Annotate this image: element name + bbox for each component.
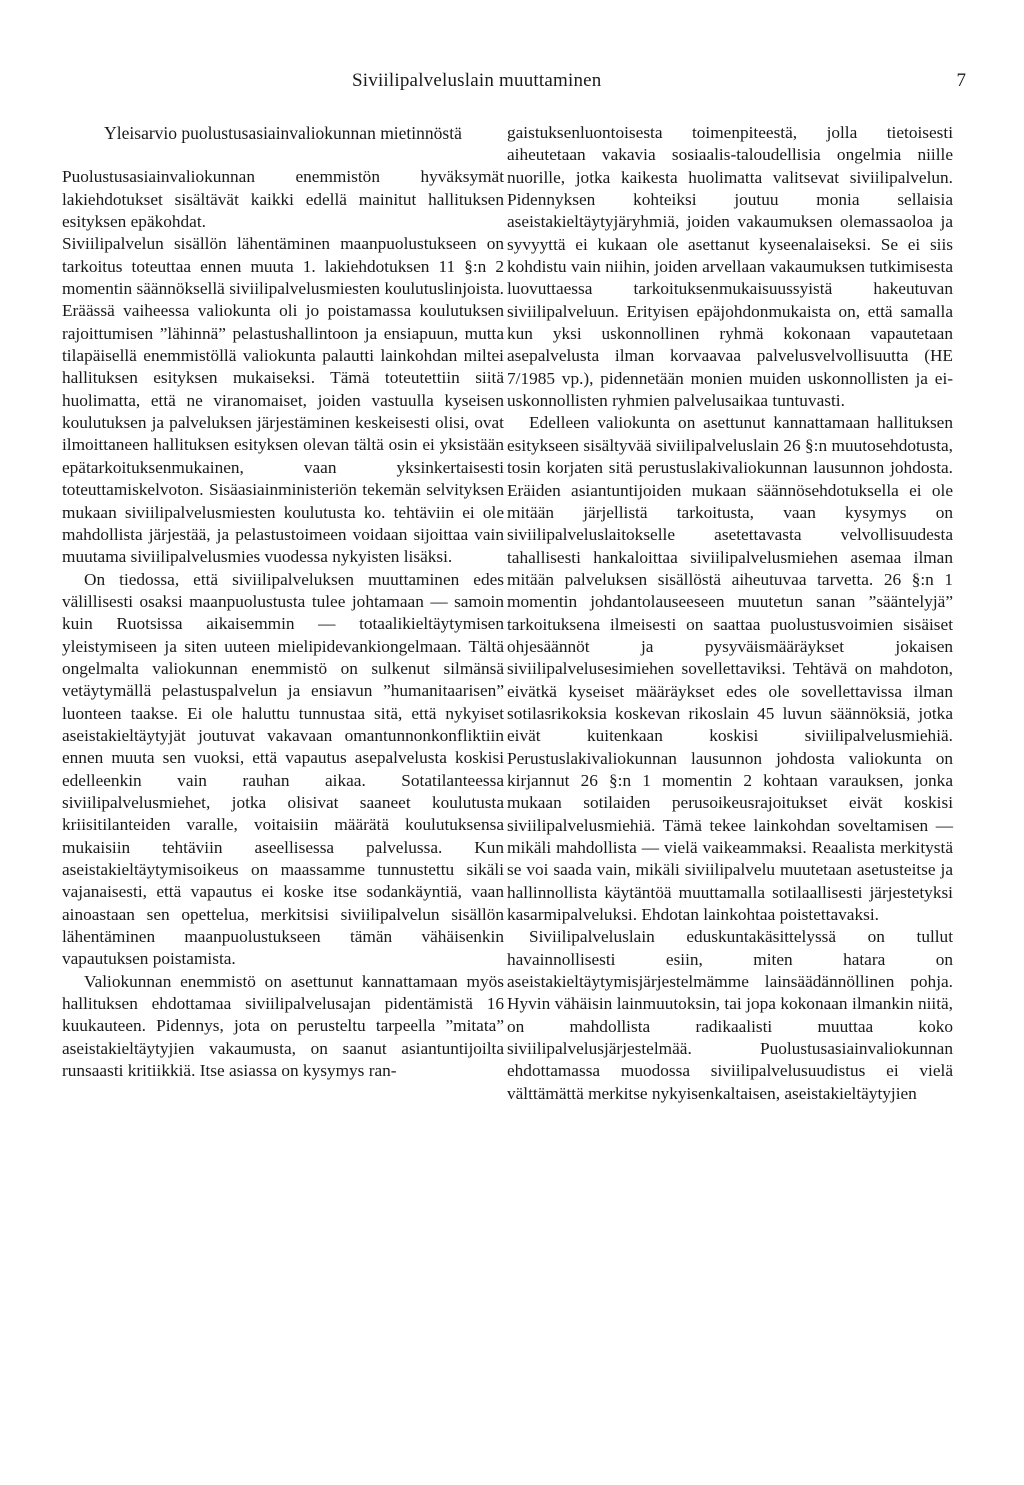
paragraph: Edelleen valiokunta on asettunut kannattamaan hallituksen esitykseen sisältyvää siviilipalveluslain 26 §:n muutosehdotusta, tosin korjaten sitä perustuslakivaliokunnan lausunnon johdosta. Eräiden asiantuntijoiden mukaan säännösehdotuksella ei ole mitään järjellistä tarkoitusta, vaan kysymys on siviilipalveluslaitokselle asetettavasta velvollisuudesta tahallisesti hankaloittaa siviilipalvelusmiehen asemaa ilman mitään palveluksen sisällöstä aiheutuvaa tarvetta. 26 §:n 1 momentin johdantolauseeseen muutetun sanan ”sääntelyjä” tarkoituksena ilmeisesti on saattaa puolustusvoimien sisäiset ohjesäännöt ja pysyväismääräykset jokaisen siviilipalvelusesimiehen sovellettaviksi. Tehtävä on mahdoton, eivätkä kyseiset määräykset edes ole sovellettavissa ilman sotilasrikoksia koskevan rikoslain 45 luvun säännöksiä, jotka eivät kuitenkaan koskisi siviilipalvelusmiehiä. Perustuslakivaliokunnan lausunnon johdosta valiokunta on kirjannut 26 §:n 1 momentin 2 kohtaan varauksen, jonka mukaan sotilaiden perusoikeusrajoitukset eivät koskisi siviilipalvelusmiehiä. Tämä tekee lainkohdan soveltamisen — mikäli mahdollista — vielä vaikeammaksi. Reaalista merkitystä se voi saada vain, mikäli siviilipalvelu muutetaan asetusteitse ja hallinnollista käytäntöä muuttamalla sotilaallisesti järjestetyksi kasarmipalveluksi. Ehdotan lainkohtaa poistettavaksi. [507, 413, 953, 925]
page-number: 7 [956, 70, 966, 91]
paragraph: Puolustusasiainvaliokunnan enemmistön hyväksymät lakiehdotukset sisältävät kaikki edellä mainitut hallituksen esityksen epäkohdat. [62, 167, 504, 232]
paragraph: Valiokunnan enemmistö on asettunut kannattamaan myös hallituksen ehdottamaa siviilipalvelusajan pidentämistä 16 kuukauteen. Pidennys, jota on perusteltu tarpeella ”mitata” aseistakieltäytyjien vakaumusta, on saanut asiantuntijoilta runsaasti kritiikkiä. Itse asiassa on kysymys ran- [62, 971, 504, 1081]
paragraph: Siviilipalveluslain eduskuntakäsittelyssä on tullut havainnollisesti esiin, miten hatara on aseistakieltäytymisjärjestelmämme lainsäädännöllinen pohja. Hyvin vähäisin lainmuutoksin, tai jopa kokonaan ilmankin niitä, on mahdollista radikaalisti muuttaa koko siviilipalvelusjärjestelmää. Puolustusasiainvaliokunnan ehdottamassa muodossa siviilipalvelusuudistus ei vielä välttämättä merkitse nykyisenkaltaisen, aseistakieltäytyjien [507, 927, 953, 1103]
paragraph: gaistuksenluontoisesta toimenpiteestä, jolla tietoisesti aiheutetaan vakavia sosiaalis-taloudellisia ongelmia niille nuorille, jotka kaikesta huolimatta valitsevat siviilipalvelun. Pidennyksen kohteiksi joutuu monia sellaisia aseistakieltäytyjäryhmiä, joiden vakaumuksen olemassaoloa ja syvyyttä ei kukaan ole asettanut kyseenalaiseksi. Se ei siis kohdistu vain niihin, joiden arvellaan vakaumuksen tutkimisesta luovuttaessa tarkoituksenmukaisuussyistä hakeutuvan siviilipalveluun. Erityisen epäjohdonmukaista on, että samalla kun yksi uskonnollinen ryhmä kokonaan vapautetaan asepalvelusta ilman korvaavaa palvelusvelvollisuutta (HE 7/1985 vp.), pidennetään monien muiden uskonnollisten ja ei-uskonnollisten ryhmien palvelusaikaa tuntuvasti. [507, 123, 953, 411]
left-column [62, 122, 504, 1082]
right-column [507, 122, 953, 1105]
running-title: Siviilipalveluslain muuttaminen [352, 70, 602, 91]
page-header [0, 70, 1024, 100]
paragraph: On tiedossa, että siviilipalveluksen muuttaminen edes välillisesti osaksi maanpuolustusta tulee johtamaan — samoin kuin Ruotsissa aikaisemmin — totaalikieltäytymisen yleistymiseen ja siten uuteen mielipidevankiongelmaan. Tältä ongelmalta valiokunnan enemmistö on sulkenut silmänsä vetäytymällä pelastuspalvelun ja ensiavun ”humanitaarisen” luonteen taakse. Ei ole haluttu tunnustaa sitä, että nykyiset aseistakieltäytyjät joutuvat vakavaan omantunnonkonfliktiin ennen muuta sen vuoksi, että vapautus asepalvelusta koskisi edelleenkin vain rauhan aikaa. Sotatilanteessa siviilipalvelusmiehet, jotka olisivat saaneet koulutusta kriisitilanteiden varalle, voitaisiin määrätä koulutuksensa mukaisiin tehtäviin aseellisessa palvelussa. Kun aseistakieltäytymisoikeus on maassamme tunnustettu sikäli vajanaisesti, että vapautus ei koske itse sodankäyntiä, vaan ainoastaan sen opettelua, merkitsisi siviilipalvelun sisällön lähentäminen maanpuolustukseen tämän vähäisenkin vapautuksen poistamista. [62, 569, 504, 969]
paragraph: Siviilipalvelun sisällön lähentäminen maanpuolustukseen on tarkoitus toteuttaa ennen muuta 1. lakiehdotuksen 11 §:n 2 momentin säännöksellä siviilipalvelusmiesten koulutuslinjoista. Eräässä vaiheessa valiokunta oli jo poistamassa koulutuksen rajoittumisen ”lähinnä” pelastushallintoon ja ensiapuun, mutta tilapäisellä enemmistöllä valiokunta palautti lainkohdan miltei hallituksen esityksen mukaiseksi. Tämä toteutettiin siitä huolimatta, että ne viranomaiset, joiden vastuulla kyseisen koulutuksen ja palveluksen järjestäminen keskeisesti olisi, ovat ilmoittaneen hallituksen esityksen olevan tältä osin ei yksistään epätarkoituksenmukainen, vaan yksinkertaisesti toteuttamiskelvoton. Sisäasiainministeriön tekemän selvityksen mukaan siviilipalvelusmiesten koulutusta ko. tehtäviin ei ole mahdollista järjestää, ja pelastustoimeen voidaan sijoittaa vain muutama siviilipalvelusmies vuodessa nykyisten lisäksi. [62, 234, 504, 567]
section-title: Yleisarvio puolustusasiainvaliokunnan mietinnöstä [104, 123, 462, 143]
